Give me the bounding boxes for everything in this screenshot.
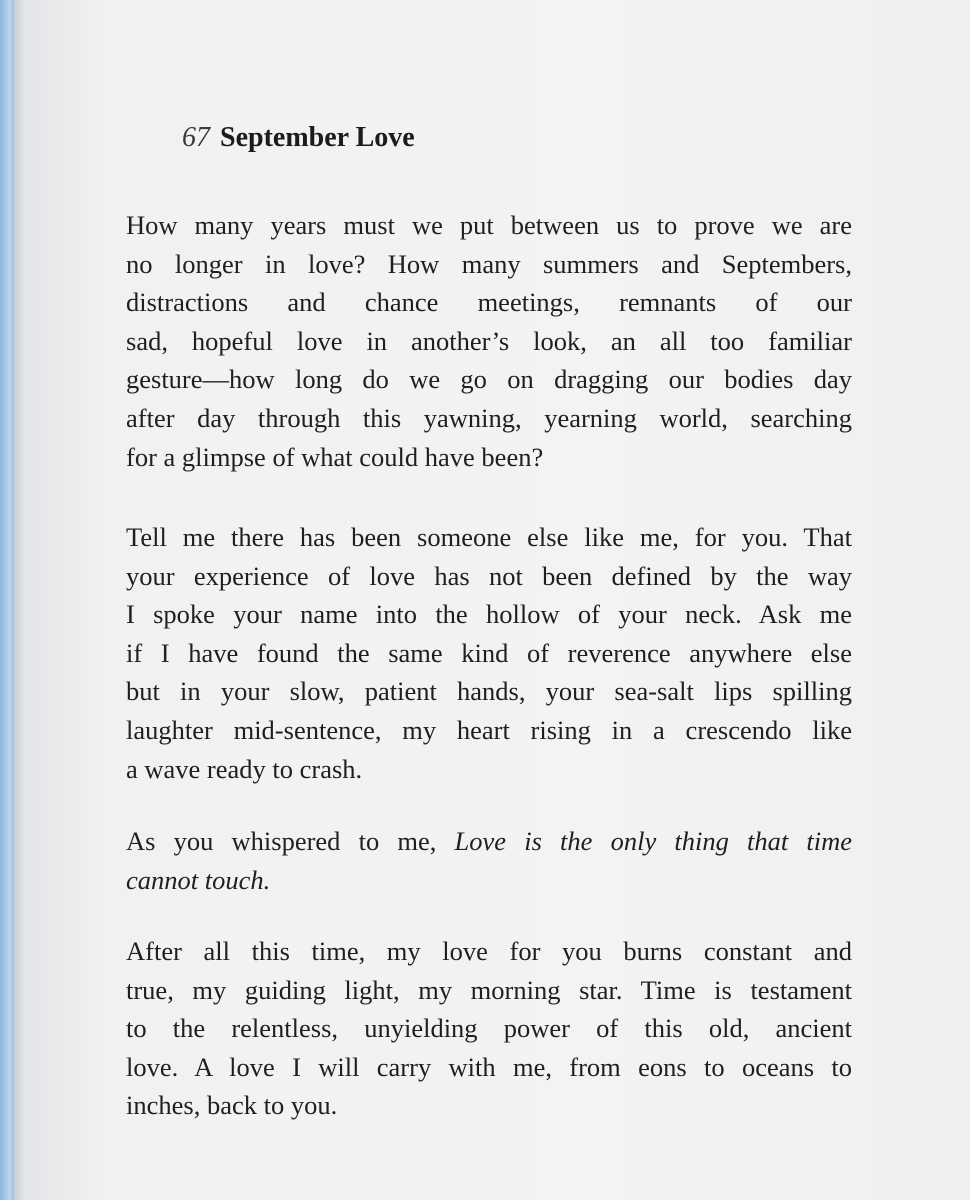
text-line — [126, 861, 852, 900]
text-line: sad, hopeful love in another’s look, an all too familiar — [126, 325, 852, 356]
text-line: for a glimpse of what could have been? — [126, 441, 544, 472]
text-line: Tell me there has been someone else like me, for you. That — [126, 522, 852, 552]
paragraph-1 — [126, 206, 852, 476]
text-line: no longer in love? How many summers and Septembers, — [126, 248, 852, 279]
bookmark-ribbon — [0, 0, 14, 1200]
chapter-title: September Love — [220, 122, 415, 153]
book-page — [26, 0, 970, 1200]
text-line: inches, back to you. — [126, 1090, 338, 1121]
chapter-heading — [182, 122, 415, 154]
text-line: distractions and chance meetings, remnants of our — [126, 287, 852, 318]
page-gutter — [14, 0, 26, 1200]
text-line: your experience of love has not been defined by the way — [126, 560, 852, 591]
text-line: but in your slow, patient hands, your sea-salt lips spilling — [126, 676, 852, 707]
text-line: after day through this yawning, yearning world, searching — [126, 402, 852, 433]
paragraph-2 — [126, 518, 852, 788]
text-line — [126, 822, 852, 861]
text-line: to the relentless, unyielding power of this old, ancient — [126, 1013, 852, 1044]
text-line: gesture—how long do we go on dragging our bodies day — [126, 364, 852, 395]
paragraph-4 — [126, 932, 852, 1125]
quote-italic: Love is the only thing that time — [454, 826, 853, 856]
text-line: I spoke your name into the hollow of your neck. Ask me — [126, 599, 852, 630]
paragraph-3 — [126, 822, 852, 899]
text-line: a wave ready to crash. — [126, 753, 363, 784]
quote-intro: As you whispered to me, — [126, 826, 437, 856]
text-line: love. A love I will carry with me, from eons to oceans to — [126, 1051, 852, 1082]
quote-italic-end: cannot touch. — [126, 864, 271, 895]
text-line: if I have found the same kind of reverence anywhere else — [126, 637, 852, 668]
text-line: After all this time, my love for you burns constant and — [126, 936, 852, 966]
chapter-number: 67 — [182, 122, 210, 153]
text-line: laughter mid-sentence, my heart rising in a crescendo like — [126, 714, 852, 745]
text-line: How many years must we put between us to prove we are — [126, 210, 852, 240]
text-line: true, my guiding light, my morning star. Time is testament — [126, 974, 852, 1005]
